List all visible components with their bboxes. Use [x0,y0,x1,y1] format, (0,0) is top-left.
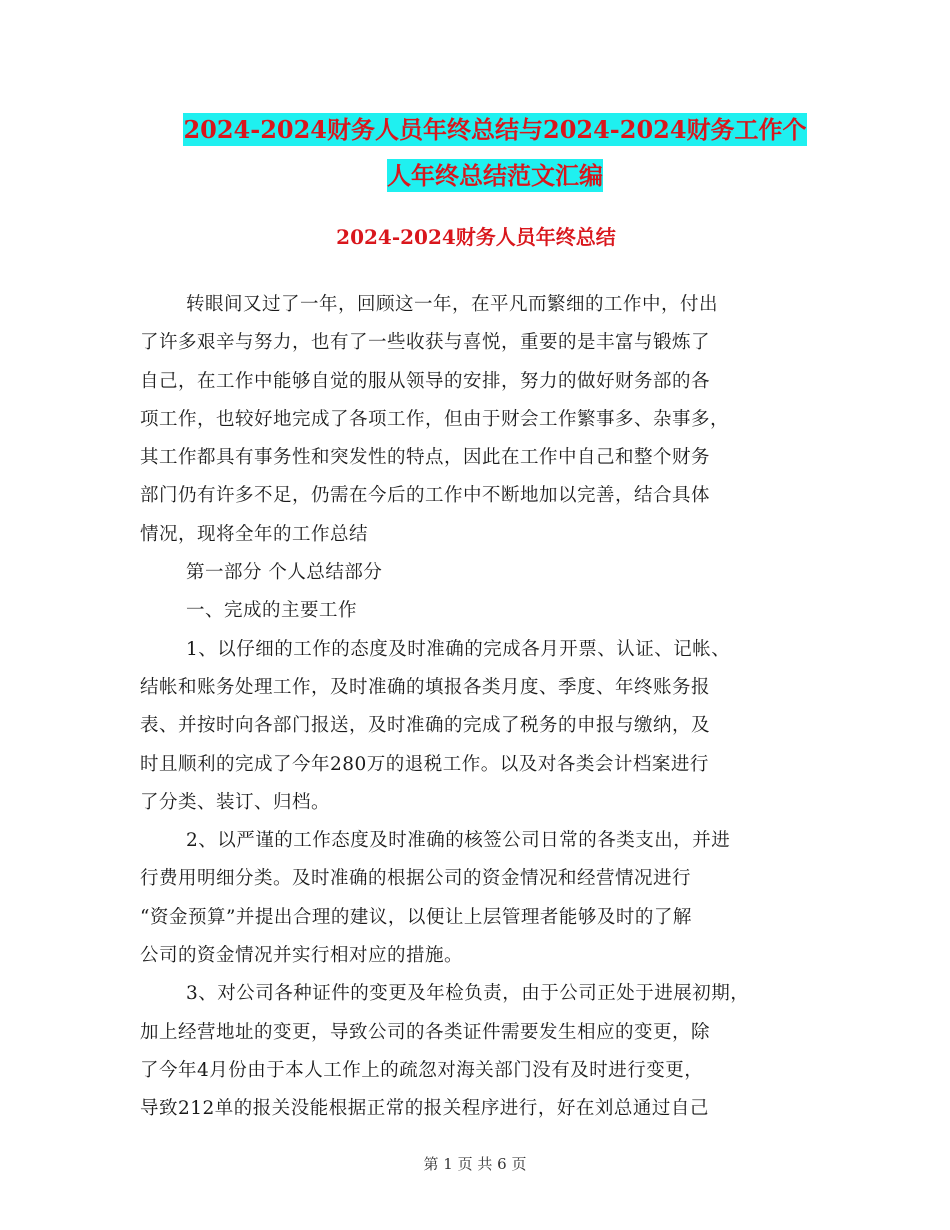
paragraph-line: “资金预算”并提出合理的建议，以便让上层管理者能够及时的了解 [140,906,692,928]
page-footer: 第 1 页 共 6 页 [423,1155,527,1173]
paragraph-line: 导致212单的报关没能根据正常的报关程序进行，好在刘总通过自己 [140,1098,709,1120]
document-body [140,286,812,1129]
paragraph-line: 加上经营地址的变更，导致公司的各类证件需要发生相应的变更，除 [140,1021,711,1043]
paragraph-line: 2、以严谨的工作态度及时准确的核签公司日常的各类支出，并进 [186,830,731,852]
document-title-line-1: 2024-2024财务人员年终总结与2024-2024财务工作个 [183,115,807,144]
paragraph-line: 部门仍有许多不足，仍需在今后的工作中不断地加以完善，结合具体 [140,485,711,507]
document-title-line-2: 人年终总结范文汇编 [387,161,603,190]
paragraph-line: 1、以仔细的工作的态度及时准确的完成各月开票、认证、记帐、 [186,638,731,660]
paragraph-line: 自己，在工作中能够自觉的服从领导的安排，努力的做好财务部的各 [140,370,711,392]
part-heading: 第一部分 个人总结部分 [186,562,383,584]
paragraph-line: 时且顺利的完成了今年280万的退税工作。以及对各类会计档案进行 [140,753,709,775]
paragraph-line: 其工作都具有事务性和突发性的特点，因此在工作中自己和整个财务 [140,447,711,469]
paragraph-line: 结帐和账务处理工作，及时准确的填报各类月度、季度、年终账务报 [140,676,711,698]
paragraph-line: 3、对公司各种证件的变更及年检负责，由于公司正处于进展初期， [186,983,750,1005]
paragraph-line: 转眼间又过了一年，回顾这一年，在平凡而繁细的工作中，付出 [186,294,719,315]
paragraph-line: 了分类、装订、归档。 [140,791,331,813]
paragraph-line: 表、并按时向各部门报送，及时准确的完成了税务的申报与缴纳，及 [140,715,711,737]
paragraph-line: 项工作，也较好地完成了各项工作，但由于财会工作繁事多、杂事多， [140,408,730,430]
paragraph-line: 公司的资金情况并实行相对应的措施。 [140,945,464,967]
document-title [100,107,890,199]
paragraph-line: 情况，现将全年的工作总结 [140,523,369,545]
section-heading: 一、完成的主要工作 [186,600,358,622]
paragraph-line: 了今年4月份由于本人工作上的疏忽对海关部门没有及时进行变更， [140,1059,704,1081]
section-title: 2024-2024财务人员年终总结 [336,225,616,249]
paragraph-line: 行费用明细分类。及时准确的根据公司的资金情况和经营情况进行 [140,868,692,890]
paragraph-line: 了许多艰辛与努力，也有了一些收获与喜悦，重要的是丰富与锻炼了 [140,332,711,354]
